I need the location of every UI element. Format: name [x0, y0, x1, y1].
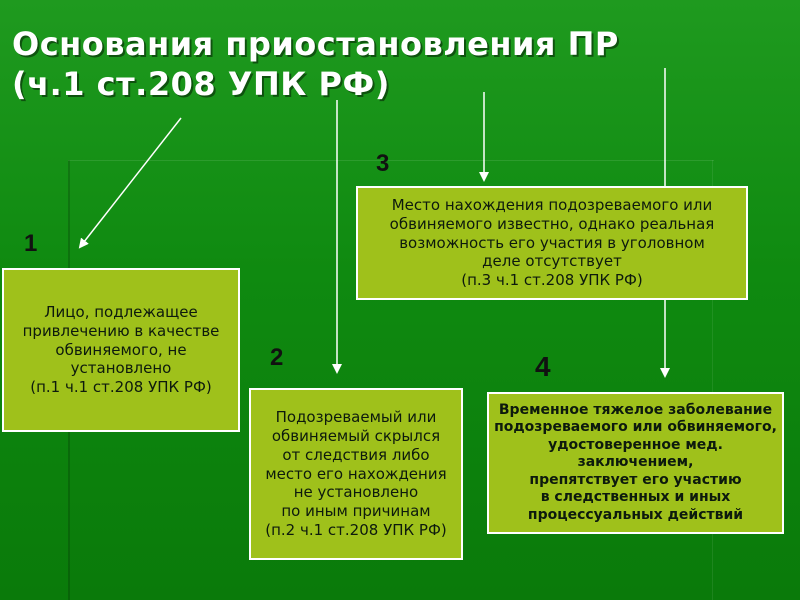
ground-box-1-text: Лицо, подлежащее привлечению в качестве обвиняемого, не установлено (п.1 ч.1 ст.208 УПК РФ): [22, 303, 220, 397]
item-1-number: 1: [24, 230, 38, 257]
ground-box-4-text: Временное тяжелое заболевание подозреваемого или обвиняемого, удостоверенное мед. заключением, препятствует его участию в следственных и иных процессуальных действий: [494, 401, 777, 523]
title-line-2: (ч.1 ст.208 УПК РФ): [12, 65, 390, 103]
ground-box-3-text: Место нахождения подозреваемого или обвиняемого известно, однако реальная возможность его участия в уголовном деле отсутствует (п.3 ч.1 ст.208 УПК РФ): [389, 196, 715, 290]
ground-box-4: [487, 392, 784, 534]
arrow-to-item-1: [80, 118, 181, 247]
item-4-number: 4: [535, 351, 551, 382]
ground-box-2: [249, 388, 463, 560]
item-2-number: 2: [270, 344, 284, 371]
item-3-number: 3: [376, 150, 390, 177]
ground-box-2-text: Подозреваемый или обвиняемый скрылся от следствия либо место его нахождения не установлено по иным причинам (п.2 ч.1 ст.208 УПК РФ): [265, 408, 447, 539]
ground-box-1: [2, 268, 240, 432]
ground-box-3: [356, 186, 748, 300]
title-line-1: Основания приостановления ПР: [12, 25, 619, 63]
